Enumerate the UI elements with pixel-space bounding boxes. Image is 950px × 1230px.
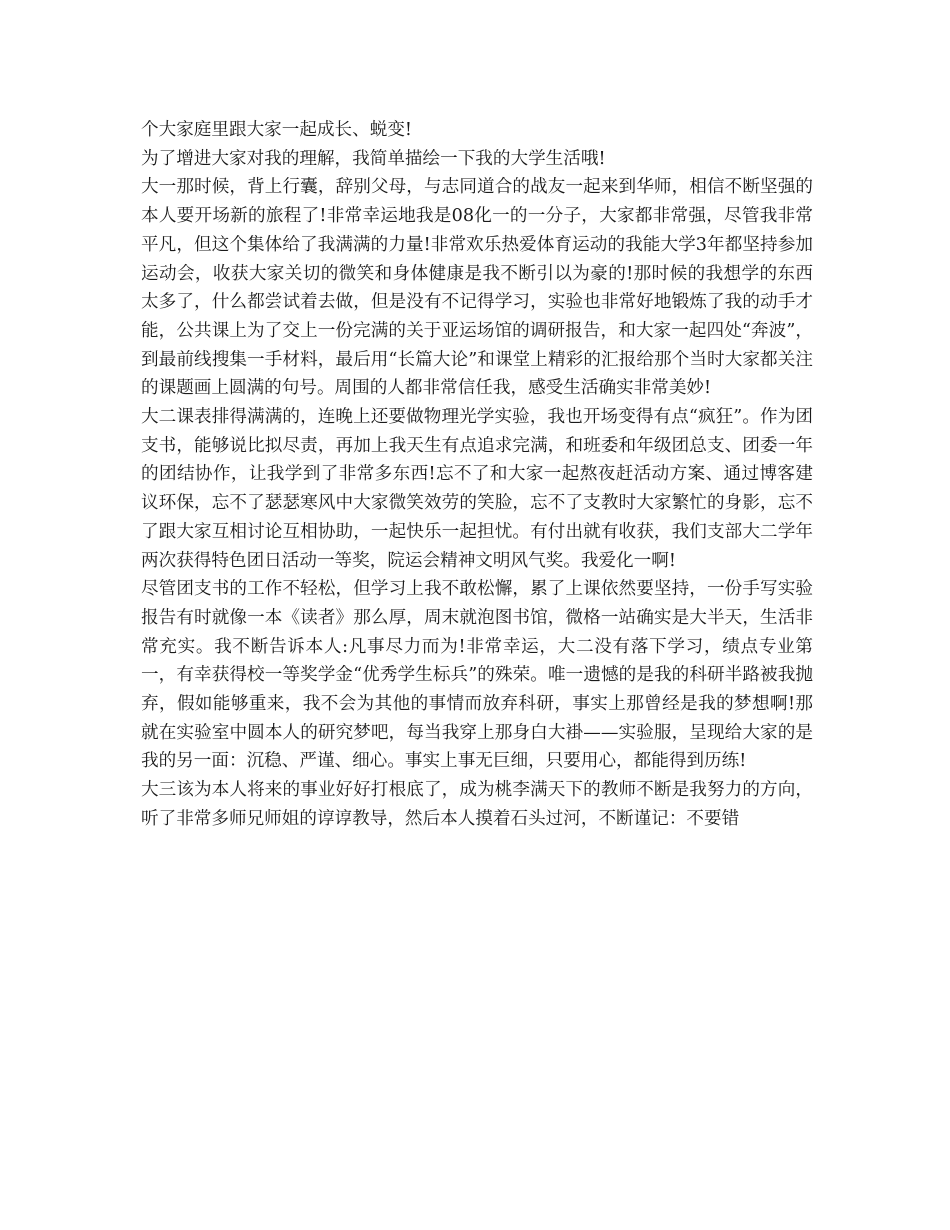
paragraph-3: 大一那时候，背上行囊，辞别父母，与志同道合的战友一起来到华师，相信不断坚强的本人要开场新的旅程了!非常幸运地我是08化一的一分子，大家都非常强，尽管我非常平凡，但这个集体给了我满满的力量!非常欢乐热爱体育运动的我能大学3年都坚持参加运动会，收获大家关切的微笑和身体健康是我不断引以为豪的!那时候的我想学的东西太多了，什么都尝试着去做，但是没有不记得学习，实验也非常好地锻炼了我的动手才能，公共课上为了交上一份完满的关于亚运场馆的调研报告，和大家一起四处“奔波”，到最前线搜集一手材料，最后用“长篇大论”和课堂上精彩的汇报给那个当时大家都关注的课题画上圆满的句号。周围的人都非常信任我，感受生活确实非常美妙!: [141, 177, 813, 399]
paragraph-5: 尽管团支书的工作不轻松，但学习上我不敢松懈，累了上课依然要坚持，一份手写实验报告有时就像一本《读者》那么厚，周末就泡图书馆，微格一站确实是大半天，生活非常充实。我不断告诉本人:凡事尽力而为!非常幸运，大二没有落下学习，绩点专业第一，有幸获得校一等奖学金“优秀学生标兵”的殊荣。唯一遗憾的是我的科研半路被我抛弃，假如能够重来，我不会为其他的事情而放弃科研，事实上那曾经是我的梦想啊!那就在实验室中圆本人的研究梦吧，每当我穿上那身白大褂——实验服，呈现给大家的是我的另一面：沉稳、严谨、细心。事实上事无巨细，只要用心，都能得到历练!: [141, 579, 813, 772]
paragraph-6: 大三该为本人将来的事业好好打根底了，成为桃李满天下的教师不断是我努力的方向，听了非常多师兄师姐的谆谆教导，然后本人摸着石头过河，不断谨记：不要错: [141, 780, 813, 829]
document-body: [141, 116, 813, 834]
paragraph-4: 大二课表排得满满的，连晚上还要做物理光学实验，我也开场变得有点“疯狂”。作为团支书，能够说比拟尽责，再加上我天生有点追求完满，和班委和年级团总支、团委一年的团结协作，让我学到了非常多东西!忘不了和大家一起熬夜赶活动方案、通过博客建议环保，忘不了瑟瑟寒风中大家微笑效劳的笑脸，忘不了支教时大家繁忙的身影，忘不了跟大家互相讨论互相协助，一起快乐一起担忧。有付出就有收获，我们支部大二学年两次获得特色团日活动一等奖，院运会精神文明风气奖。我爱化一啊!: [141, 407, 813, 571]
paragraph-2: 为了增进大家对我的理解，我简单描绘一下我的大学生活哦!: [141, 148, 606, 169]
paragraph-1: 个大家庭里跟大家一起成长、蜕变!: [141, 120, 412, 140]
